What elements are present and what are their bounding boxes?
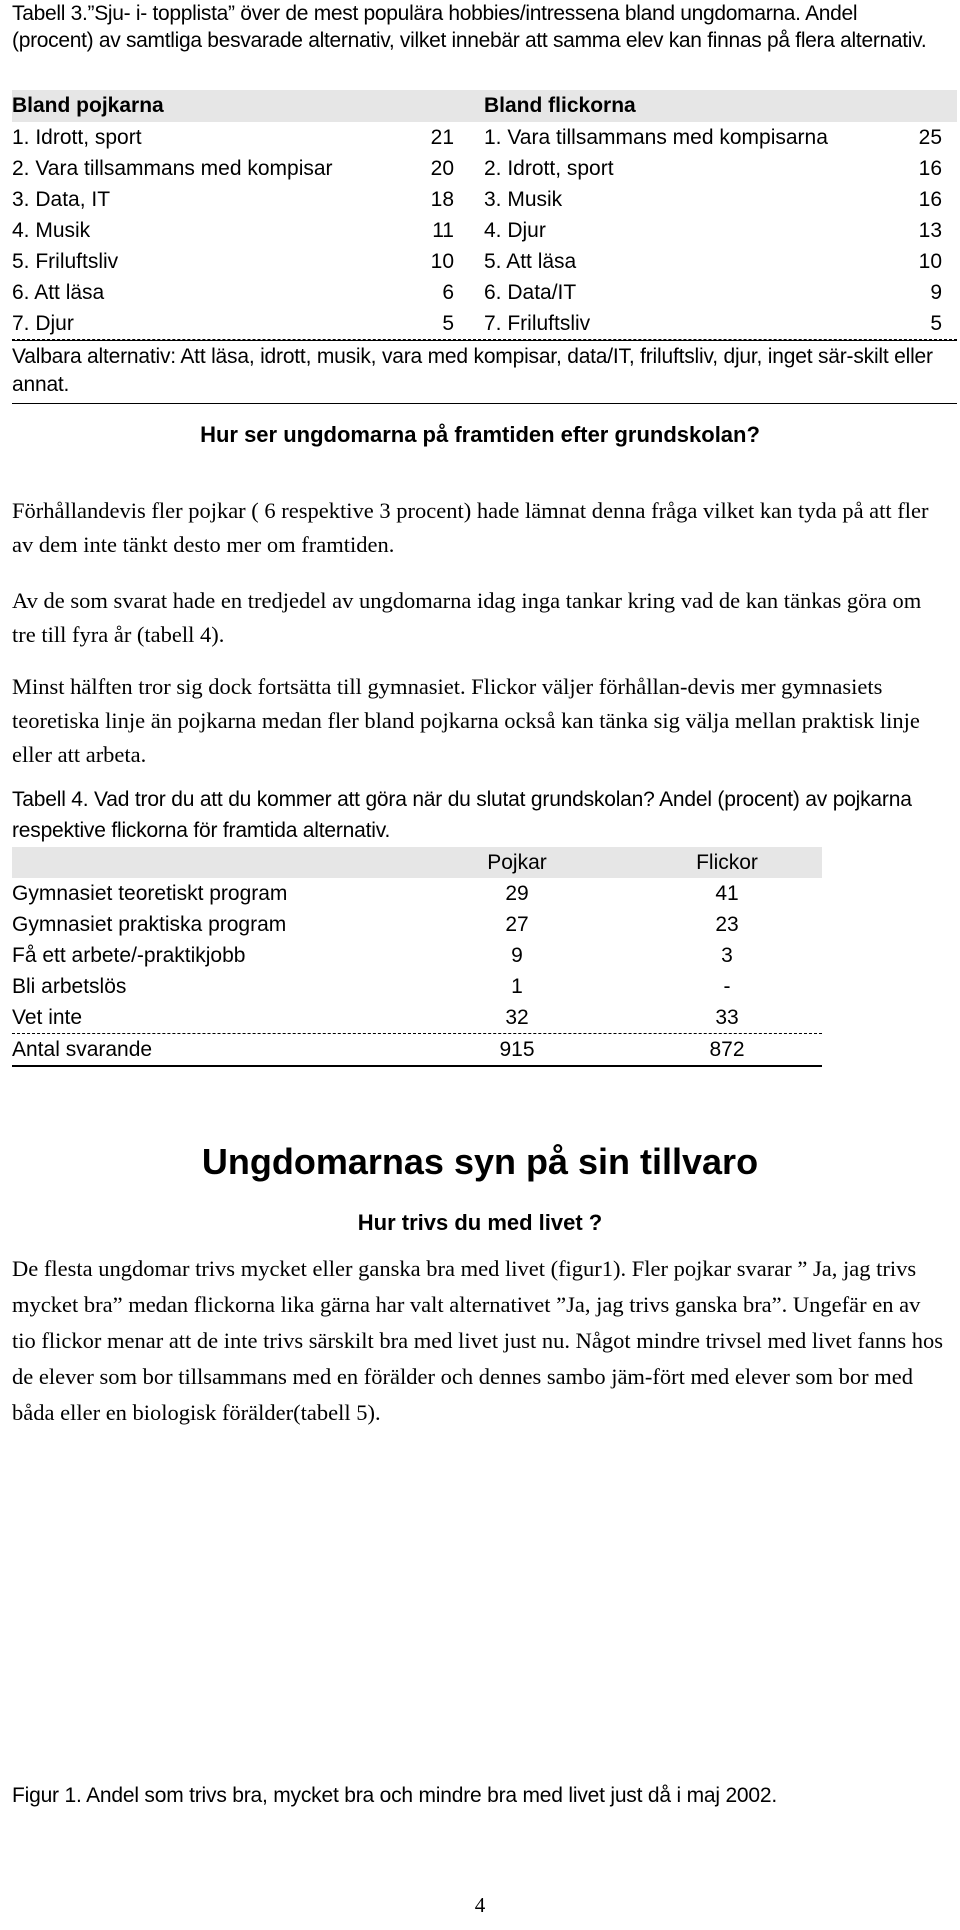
- column-header-boys: Pojkar: [487, 851, 547, 874]
- girls-value: 33: [715, 1006, 739, 1029]
- boys-value: 9: [511, 944, 523, 967]
- boy-hobby: 2. Vara tillsammans med kompisar: [12, 157, 333, 180]
- table4-caption: Tabell 4. Vad tror du att du kommer att göra när du slutat grundskolan? Andel (procent) av pojkarna respektive flickorna för framtida alternativ.: [12, 788, 912, 842]
- section-title: Ungdomarnas syn på sin tillvaro: [201, 1141, 759, 1182]
- row-label: Gymnasiet teoretiskt program: [12, 882, 288, 905]
- girl-hobby: 6. Data/IT: [484, 281, 577, 304]
- girl-hobby: 1. Vara tillsammans med kompisarna: [484, 126, 828, 149]
- girl-hobby: 5. Att läsa: [484, 250, 577, 273]
- section-heading: Hur ser ungdomarna på framtiden efter grundskolan?: [200, 422, 760, 447]
- page-number: 4: [474, 1893, 486, 1917]
- table3-caption: Tabell 3.”Sju- i- topplista” över de mest populära hobbies/intressena bland ungdomarna. Andel (procent) av samtliga besvarade alternativ, vilket innebär att samma elev kan finnas på flera alternativ.: [12, 2, 927, 52]
- table-row: [12, 277, 957, 308]
- girls-value: 872: [709, 1038, 745, 1061]
- paragraph: Av de som svarat hade en tredjedel av ungdomarna idag inga tankar kring vad de kan tänkas göra om tre till fyra år (tabell 4).: [12, 588, 922, 647]
- boy-value: 5: [442, 312, 454, 335]
- paragraph: De flesta ungdomar trivs mycket eller ganska bra med livet (figur1). Fler pojkar svarar ” Ja, jag trivs mycket bra” medan flickorna lika gärna har valt alternativet ”Ja, jag trivs ganska bra”. Ungefär en av tio flickor menar att de inte trivs särskilt bra med livet just nu. Något mindre trivsel med livet fanns hos de elever som bor tillsammans med en förälder och dennes sambo jäm-fört med elever som bor med båda eller en biologisk förälder(tabell 5).: [12, 1256, 944, 1425]
- girl-value: 13: [918, 219, 942, 242]
- girl-hobby: 3. Musik: [484, 188, 563, 211]
- table-row: [12, 308, 957, 340]
- boy-hobby: 5. Friluftsliv: [12, 250, 119, 273]
- table-row: [12, 246, 957, 277]
- boy-hobby: 4. Musik: [12, 219, 91, 242]
- girl-value: 25: [918, 126, 942, 149]
- girls-header: Bland flickorna: [484, 94, 636, 117]
- boy-value: 10: [430, 250, 454, 273]
- paragraph: Minst hälften tror sig dock fortsätta till gymnasiet. Flickor väljer förhållan-devis mer gymnasiets teoretiska linje än pojkarna medan fler bland pojkarna också kan tänka sig välja mellan praktisk linje eller att arbeta.: [12, 674, 920, 767]
- table-row: [12, 909, 822, 940]
- girls-value: -: [723, 975, 731, 998]
- boy-value: 20: [430, 157, 454, 180]
- table-row: [12, 971, 822, 1002]
- table-row: [12, 1002, 822, 1034]
- row-label: Vet inte: [12, 1006, 83, 1029]
- table-row: [12, 153, 957, 184]
- girl-value: 16: [918, 188, 942, 211]
- boy-hobby: 1. Idrott, sport: [12, 126, 142, 149]
- boys-value: 1: [511, 975, 523, 998]
- boy-value: 11: [432, 219, 454, 242]
- boys-value: 29: [505, 882, 529, 905]
- section-subheading: Hur trivs du med livet ?: [357, 1210, 603, 1235]
- girl-value: 9: [930, 281, 942, 304]
- table-row: [12, 184, 957, 215]
- boy-hobby: 7. Djur: [12, 312, 74, 335]
- girl-hobby: 2. Idrott, sport: [484, 157, 614, 180]
- girl-value: 16: [918, 157, 942, 180]
- paragraph: Förhållandevis fler pojkar ( 6 respektive 3 procent) hade lämnat denna fråga vilket kan tyda på att fler av dem inte tänkt desto mer om framtiden.: [12, 498, 929, 557]
- girl-value: 5: [930, 312, 942, 335]
- boy-value: 21: [430, 126, 454, 149]
- row-label: Gymnasiet praktiska program: [12, 913, 287, 936]
- table-row: [12, 122, 957, 153]
- table-row: [12, 940, 822, 971]
- figure-caption: Figur 1. Andel som trivs bra, mycket bra och mindre bra med livet just då i maj 2002.: [12, 1784, 777, 1807]
- boys-value: 915: [499, 1038, 535, 1061]
- row-label: Få ett arbete/-praktikjobb: [12, 944, 246, 967]
- column-header-girls: Flickor: [696, 851, 758, 874]
- table-row: [12, 215, 957, 246]
- table-row: [12, 1034, 822, 1067]
- girl-hobby: 7. Friluftsliv: [484, 312, 591, 335]
- table4-header: [12, 847, 822, 878]
- girls-value: 41: [715, 882, 739, 905]
- table3: [12, 90, 957, 340]
- girls-value: 3: [721, 944, 733, 967]
- boys-value: 27: [505, 913, 529, 936]
- girl-value: 10: [918, 250, 942, 273]
- row-label: Antal svarande: [12, 1038, 153, 1061]
- boy-value: 6: [442, 281, 454, 304]
- boys-value: 32: [505, 1006, 529, 1029]
- boy-hobby: 3. Data, IT: [12, 188, 111, 211]
- row-label: Bli arbetslös: [12, 975, 127, 998]
- table4: [12, 847, 822, 1067]
- boy-value: 18: [430, 188, 454, 211]
- boy-hobby: 6. Att läsa: [12, 281, 105, 304]
- girl-hobby: 4. Djur: [484, 219, 546, 242]
- table3-header: [12, 90, 957, 122]
- table-row: [12, 878, 822, 909]
- table3-note: Valbara alternativ: Att läsa, idrott, musik, vara med kompisar, data/IT, friluftsliv, djur, inget sär-skilt eller annat.: [12, 340, 957, 404]
- boys-header: Bland pojkarna: [12, 94, 164, 117]
- girls-value: 23: [715, 913, 739, 936]
